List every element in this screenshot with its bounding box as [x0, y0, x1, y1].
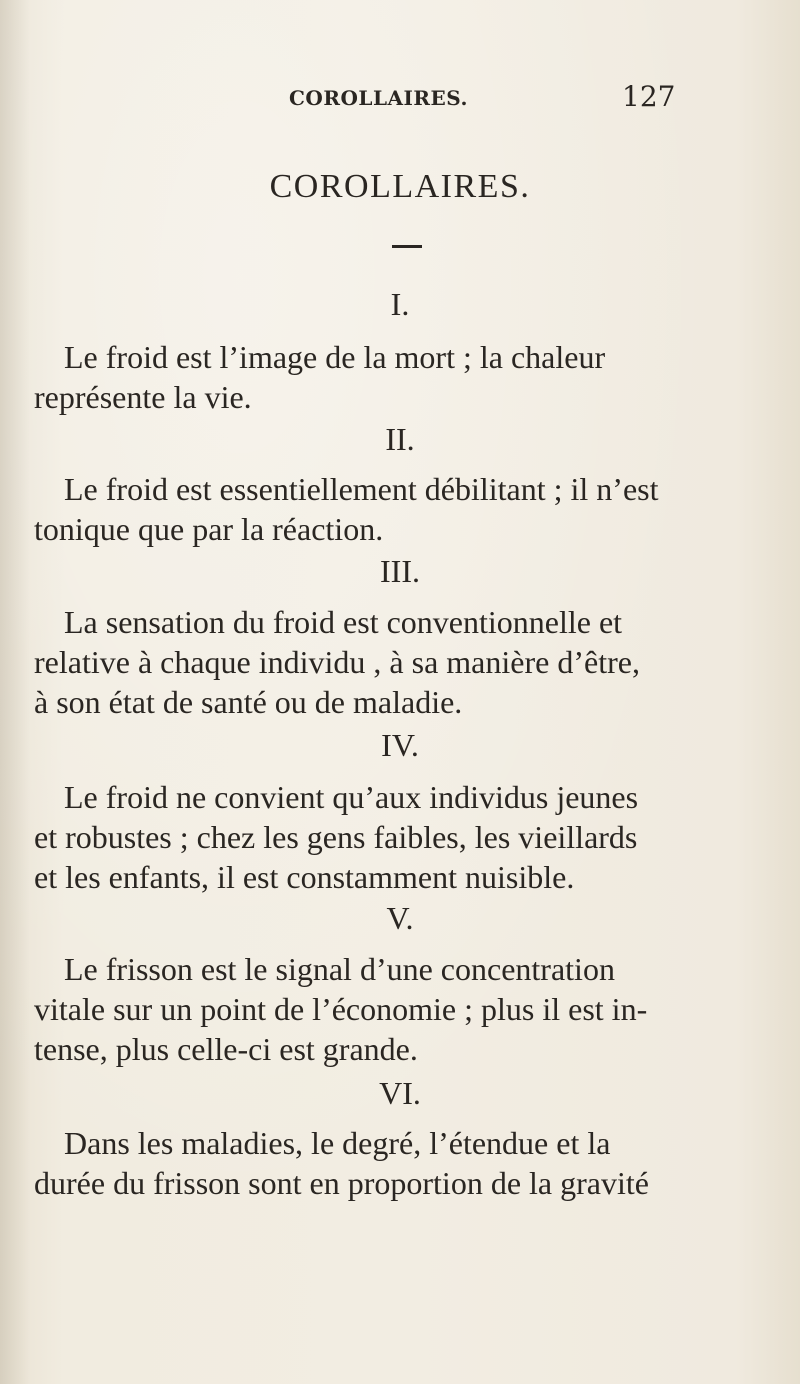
section-numeral: VI.: [379, 1075, 421, 1111]
paragraph-line: à son état de santé ou de maladie.: [34, 684, 463, 720]
gutter-shadow: [0, 0, 30, 1384]
section-numeral: II.: [385, 421, 415, 457]
paragraph-line: tense, plus celle-ci est grande.: [34, 1031, 418, 1067]
paragraph-line: durée du frisson sont en proportion de la gravité: [34, 1165, 649, 1201]
running-head: [0, 80, 800, 116]
paragraph-line: Le froid ne convient qu’aux individus jeunes: [64, 779, 639, 815]
paragraph-line: et robustes ; chez les gens faibles, les vieillards: [34, 819, 638, 855]
paragraph-line: Le froid est essentiellement débilitant ; il n’est: [64, 471, 659, 507]
section-numeral: V.: [386, 900, 414, 936]
paragraph-line: vitale sur un point de l’économie ; plus il est in-: [34, 991, 648, 1027]
paragraph-line: représente la vie.: [34, 379, 252, 415]
paragraph-line: La sensation du froid est conventionnelle et: [64, 604, 623, 640]
paragraph-line: Le froid est l’image de la mort ; la chaleur: [64, 339, 606, 375]
paragraph-line: relative à chaque individu , à sa manière d’être,: [34, 644, 640, 680]
title-rule: [392, 245, 422, 248]
chapter-title: COROLLAIRES.: [269, 168, 531, 205]
paragraph-line: et les enfants, il est constamment nuisible.: [34, 859, 575, 895]
section-numeral: I.: [390, 286, 410, 322]
paragraph-line: Le frisson est le signal d’une concentration: [64, 951, 615, 987]
running-head-title: COROLLAIRES.: [289, 86, 468, 110]
section-numeral: IV.: [381, 727, 419, 763]
page-number: 127: [622, 80, 676, 113]
section-numeral: III.: [380, 553, 420, 589]
paragraph-line: Dans les maladies, le degré, l’étendue et la: [64, 1125, 611, 1161]
paragraph-line: tonique que par la réaction.: [34, 511, 384, 547]
